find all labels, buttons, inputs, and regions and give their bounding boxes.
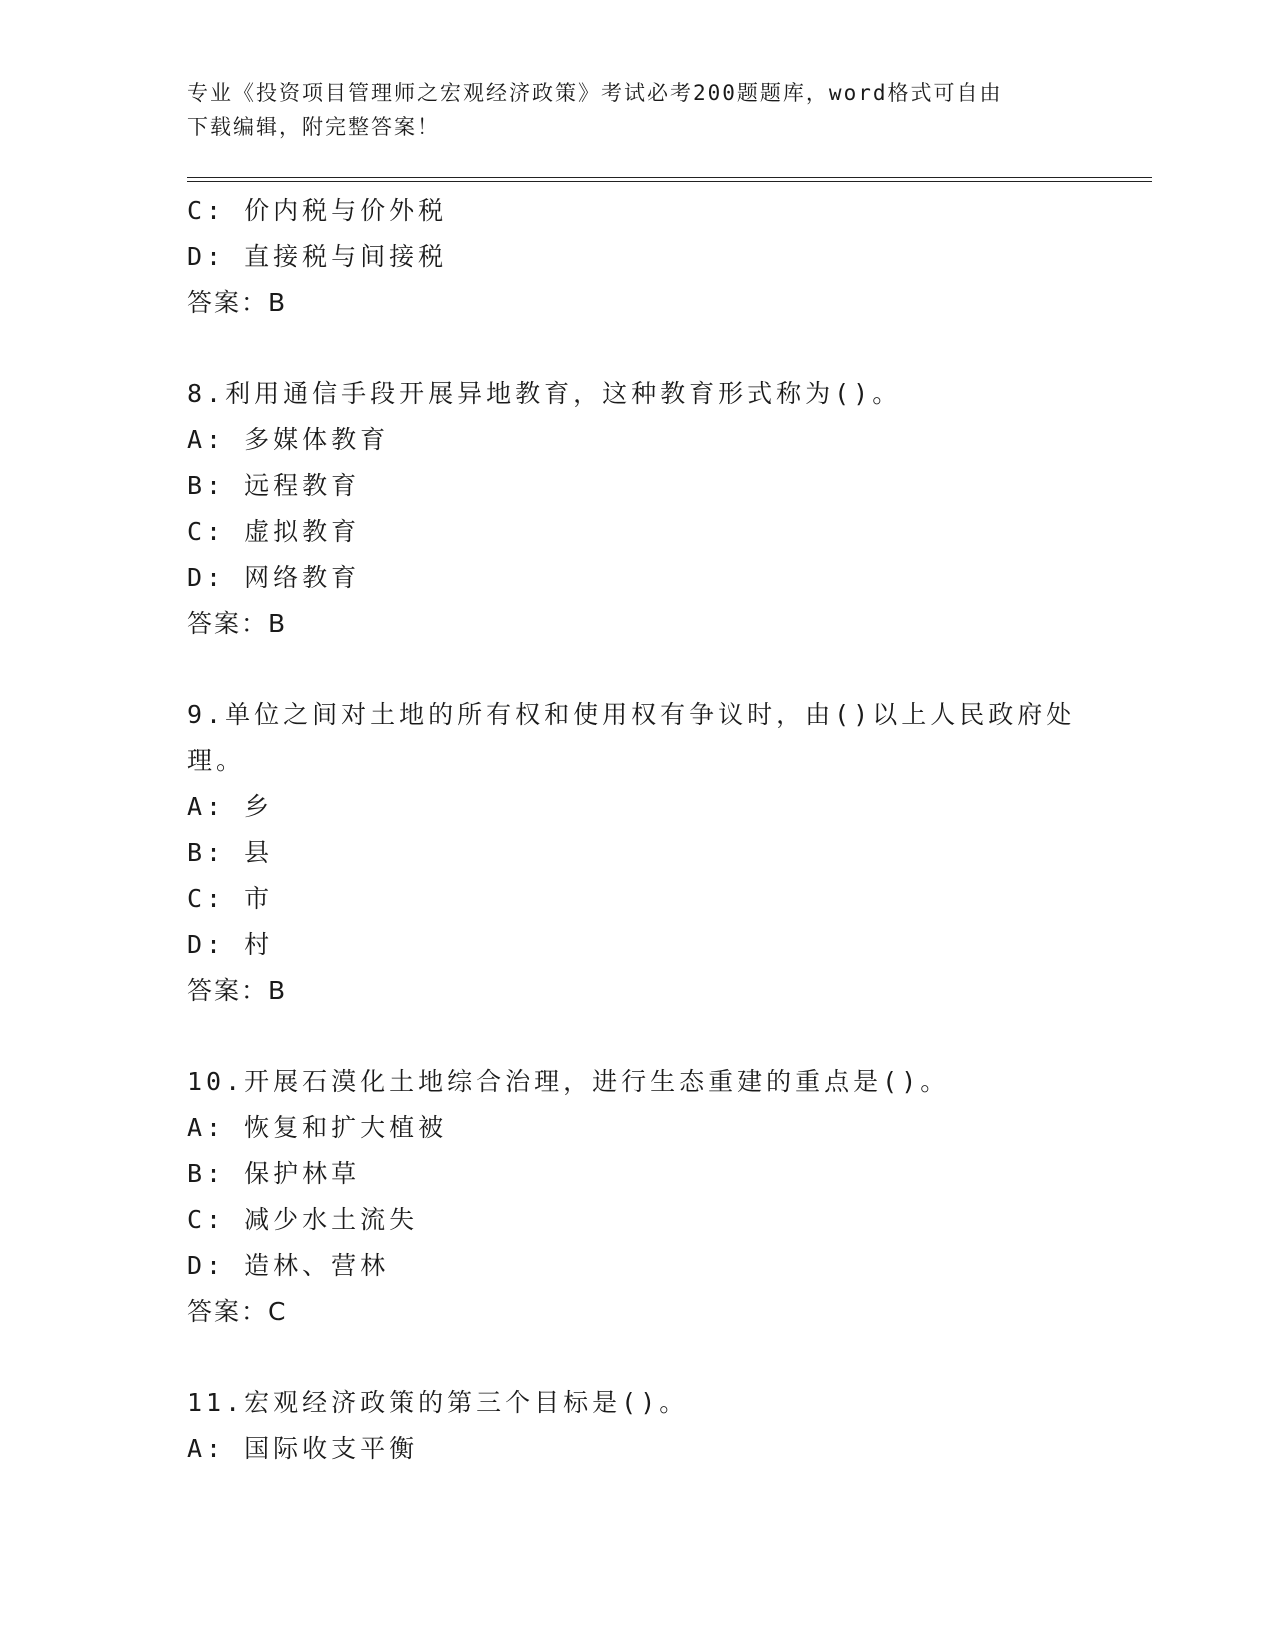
option-c: C: 价内税与价外税: [187, 196, 448, 225]
option-d: D: 直接税与间接税: [187, 242, 448, 271]
option-b: B: 县: [187, 838, 274, 867]
question-text: 8.利用通信手段开展异地教育，这种教育形式称为()。: [187, 379, 902, 408]
header-line-2: 下载编辑，附完整答案！: [187, 115, 440, 139]
question-text: 9.单位之间对土地的所有权和使用权有争议时，由()以上人民政府处: [187, 700, 1076, 729]
option-d: D: 网络教育: [187, 563, 361, 592]
option-c: C: 减少水土流失: [187, 1205, 419, 1234]
question-text: 10.开展石漠化土地综合治理，进行生态重建的重点是()。: [187, 1067, 950, 1096]
question-text: 11.宏观经济政策的第三个目标是()。: [187, 1388, 689, 1417]
option-b: B: 保护林草: [187, 1159, 361, 1188]
answer: 答案：B: [187, 976, 288, 1005]
answer: 答案：B: [187, 609, 288, 638]
document-header: [187, 76, 1087, 144]
answer: 答案：C: [187, 1297, 288, 1326]
question-text-continued: 理。: [187, 746, 246, 775]
header-divider: [187, 177, 1152, 182]
option-d: D: 造林、营林: [187, 1251, 390, 1280]
question-list: [187, 188, 1087, 1472]
option-b: B: 远程教育: [187, 471, 361, 500]
option-c: C: 虚拟教育: [187, 517, 361, 546]
answer: 答案：B: [187, 288, 288, 317]
option-c: C: 市: [187, 884, 274, 913]
option-a: A: 国际收支平衡: [187, 1434, 419, 1463]
option-a: A: 恢复和扩大植被: [187, 1113, 448, 1142]
option-a: A: 多媒体教育: [187, 425, 390, 454]
option-a: A: 乡: [187, 792, 274, 821]
header-line-1: 专业《投资项目管理师之宏观经济政策》考试必考200题题库，word格式可自由: [187, 81, 1003, 105]
option-d: D: 村: [187, 930, 274, 959]
